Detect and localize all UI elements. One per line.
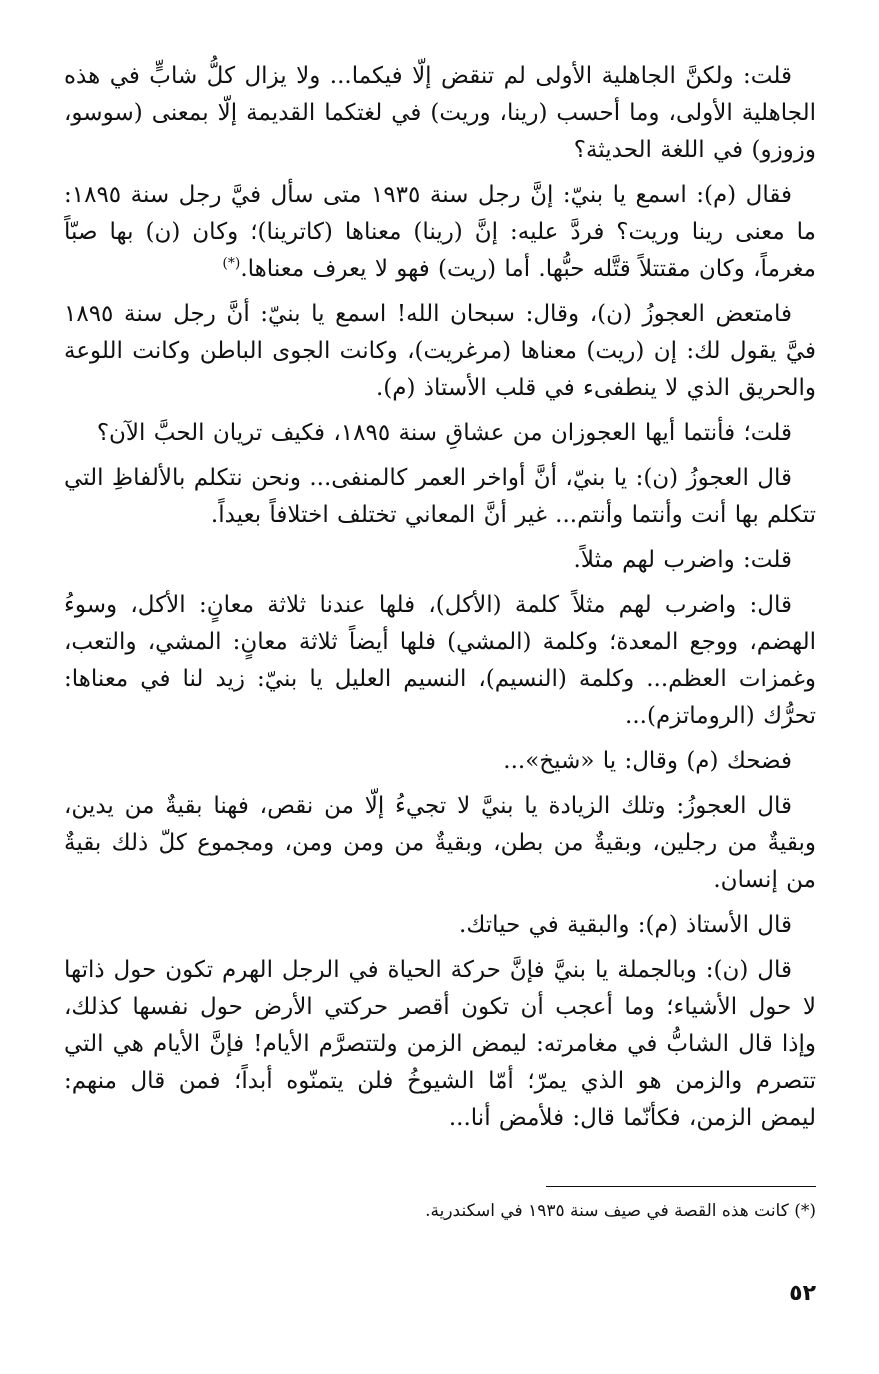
paragraph-3: فامتعض العجوزُ (ن)، وقال: سبحان الله! اسمع يا بنيّ: أنَّ رجل سنة ١٨٩٥ فيَّ يقول لك: إن (ريت) معناها (مرغريت)، وكانت الجوى الباطن وكانت اللوعة والحريق الذي لا ينطفىء في قلب الأستاذ (م). bbox=[64, 301, 816, 401]
paragraph-11: قال (ن): وبالجملة يا بنيَّ فإنَّ حركة الحياة في الرجل الهرم تكون حول ذاتها لا حول الأشياء؛ وما أعجب أن تكون أقصر حركتي الأرض حول نفسها كذلك، وإذا قال الشابُّ في مغامرته: ليمض الزمن ولتتصرَّم الأيام! فإنَّ الأيام هي التي تتصرم والزمن هو الذي يمرّ؛ أمّا الشيوخُ فلن يتمنّوه أبداً؛ فمن قال منهم: ليمض الزمن، فكأنّما قال: فلأمض أنا... bbox=[64, 957, 816, 1131]
paragraph-2 bbox=[64, 177, 816, 288]
page-number: ٥٢ bbox=[789, 1281, 816, 1306]
paragraph-2-text: فقال (م): اسمع يا بنيّ: إنَّ رجل سنة ١٩٣٥ متى سأل فيَّ رجل سنة ١٨٩٥: ما معنى رينا وريت؟ فردَّ عليه: إنَّ (رينا) معناها (كاترينا)؛ وكان (ن) بها صبّاً مغرماً، وكان مقتتلاً قتَّله حبُّها. أما (ريت) فهو لا يعرف معناها. bbox=[64, 182, 816, 282]
footnote-divider bbox=[546, 1186, 816, 1187]
paragraph-5: قال العجوزُ (ن): يا بنيّ، أنَّ أواخر العمر كالمنفى... ونحن نتكلم بالألفاظِ التي تتكلم بها أنت وأنتما وأنتم... غير أنَّ المعاني تختلف اختلافاً بعيداً. bbox=[64, 465, 816, 528]
paragraph-10: قال الأستاذ (م): والبقية في حياتك. bbox=[459, 912, 792, 938]
paragraph-8: فضحك (م) وقال: يا «شيخ»... bbox=[503, 748, 792, 774]
paragraph-6: قلت: واضرب لهم مثلاً. bbox=[573, 547, 792, 573]
paragraph-1: قلت: ولكنَّ الجاهلية الأولى لم تنقض إلّا فيكما... ولا يزال كلُّ شابٍّ في هذه الجاهلية الأولى، وما أحسب (رينا، وريت) في لغتكما القديمة إلّا بمعنى (سوسو، وزوزو) في اللغة الحديثة؟ bbox=[64, 63, 816, 163]
book-page bbox=[64, 58, 816, 1308]
footnote: (*) كانت هذه القصة في صيف سنة ١٩٣٥ في اسكندرية. bbox=[425, 1201, 816, 1221]
paragraph-7: قال: واضرب لهم مثلاً كلمة (الأكل)، فلها عندنا ثلاثة معانٍ: الأكل، وسوءُ الهضم، ووجع المعدة؛ وكلمة (المشي) فلها أيضاً ثلاثة معانٍ: المشي، والتعب، وغمزات العظم... وكلمة (النسيم)، النسيم العليل يا بنيّ: زيد لنا في معناها: تحرُّك (الروماتزم)... bbox=[64, 592, 816, 729]
footnote-reference: (*) bbox=[222, 255, 241, 272]
paragraph-4: قلت؛ فأنتما أيها العجوزان من عشاقِ سنة ١٨٩٥، فكيف تريان الحبَّ الآن؟ bbox=[96, 420, 792, 446]
paragraph-9: قال العجوزُ: وتلك الزيادة يا بنيَّ لا تجيءُ إلّا من نقص، فهنا بقيةٌ من يدين، وبقيةٌ من رجلين، وبقيةٌ من بطن، وبقيةٌ من ومن ومن، ومجموع كلّ ذلك بقيةٌ من إنسان. bbox=[64, 793, 816, 893]
